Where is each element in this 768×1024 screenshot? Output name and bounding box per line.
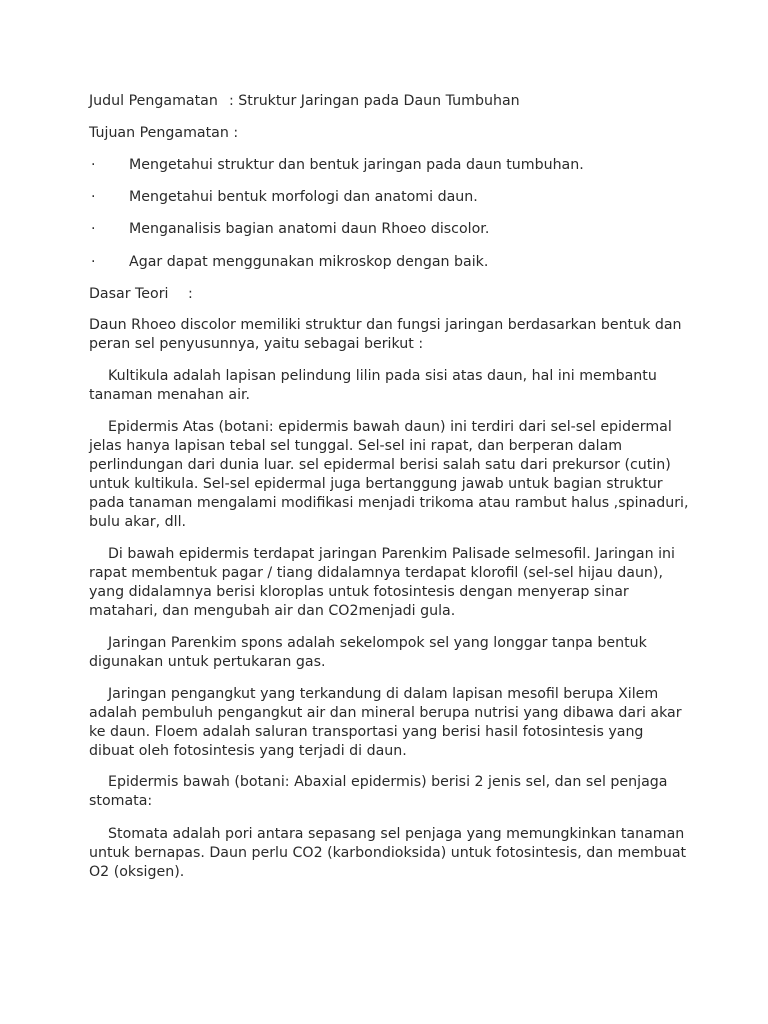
paragraph-line: Epidermis Atas (botani: epidermis bawah daun) ini terdiri dari sel-sel epidermal: [108, 419, 672, 435]
paragraph-line: Kultikula adalah lapisan pelindung lilin pada sisi atas daun, hal ini membantu: [108, 368, 657, 384]
paragraph-line: untuk bernapas. Daun perlu CO2 (karbondioksida) untuk fotosintesis, dan membuat: [89, 845, 687, 861]
judul-label: Judul Pengamatan: [89, 93, 218, 109]
paragraph-line: adalah pembuluh pengangkut air dan mineral berupa nutrisi yang dibawa dari akar: [89, 705, 682, 721]
dasar-teori-colon: :: [188, 286, 193, 302]
bullet-text: Agar dapat menggunakan mikroskop dengan baik.: [129, 254, 489, 270]
dasar-teori-label: Dasar Teori: [89, 286, 169, 302]
bullet-text: Menganalisis bagian anatomi daun Rhoeo discolor.: [129, 221, 490, 237]
bullet-text: Mengetahui bentuk morfologi dan anatomi daun.: [129, 189, 478, 205]
bullet-marker: ·: [91, 221, 96, 237]
paragraph-line: yang didalamnya berisi kloroplas untuk fotosintesis dengan menyerap sinar: [89, 584, 629, 600]
bullet-marker: ·: [91, 254, 96, 270]
paragraph-line: matahari, dan mengubah air dan CO2menjadi gula.: [89, 603, 456, 619]
paragraph-line: Jaringan Parenkim spons adalah sekelompok sel yang longgar tanpa bentuk: [108, 635, 647, 651]
paragraph-epidermis-bawah: [89, 773, 689, 811]
paragraph-line: pada tanaman mengalami modifikasi menjadi trikoma atau rambut halus ,spinaduri,: [89, 495, 689, 511]
paragraph-line: untuk kultikula. Sel-sel epidermal juga bertanggung jawab untuk bagian struktur: [89, 476, 663, 492]
paragraph-stomata: [89, 825, 689, 882]
paragraph-line: tanaman menahan air.: [89, 387, 251, 403]
paragraph-line: bulu akar, dll.: [89, 514, 187, 530]
paragraph-line: ke daun. Floem adalah saluran transportasi yang berisi hasil fotosintesis yang: [89, 724, 644, 740]
paragraph-line: peran sel penyusunnya, yaitu sebagai berikut :: [89, 336, 424, 352]
judul-value: : Struktur Jaringan pada Daun Tumbuhan: [229, 93, 520, 109]
paragraph-line: perlindungan dari dunia luar. sel epidermal berisi salah satu dari prekursor (cutin): [89, 457, 671, 473]
paragraph-line: Di bawah epidermis terdapat jaringan Parenkim Palisade selmesofil. Jaringan ini: [108, 546, 675, 562]
paragraph-line: dibuat oleh fotosintesis yang terjadi di daun.: [89, 743, 407, 759]
paragraph-line: O2 (oksigen).: [89, 864, 185, 880]
paragraph-intro: [89, 316, 689, 354]
paragraph-line: stomata:: [89, 793, 153, 809]
paragraph-line: Daun Rhoeo discolor memiliki struktur dan fungsi jaringan berdasarkan bentuk dan: [89, 317, 682, 333]
paragraph-line: Jaringan pengangkut yang terkandung di dalam lapisan mesofil berupa Xilem: [108, 686, 659, 702]
paragraph-spons: [89, 634, 689, 672]
paragraph-epidermis-atas: [89, 418, 689, 532]
paragraph-line: digunakan untuk pertukaran gas.: [89, 654, 326, 670]
tujuan-label: Tujuan Pengamatan :: [89, 125, 239, 141]
paragraph-kultikula: [89, 367, 689, 405]
paragraph-line: rapat membentuk pagar / tiang didalamnya terdapat klorofil (sel-sel hijau daun),: [89, 565, 663, 581]
paragraph-line: Epidermis bawah (botani: Abaxial epidermis) berisi 2 jenis sel, dan sel penjaga: [108, 774, 668, 790]
bullet-marker: ·: [91, 189, 96, 205]
bullet-marker: ·: [91, 157, 96, 173]
paragraph-palisade: [89, 545, 689, 621]
paragraph-pengangkut: [89, 685, 689, 761]
paragraph-line: Stomata adalah pori antara sepasang sel penjaga yang memungkinkan tanaman: [108, 826, 685, 842]
paragraph-line: jelas hanya lapisan tebal sel tunggal. Sel-sel ini rapat, dan berperan dalam: [89, 438, 623, 454]
bullet-text: Mengetahui struktur dan bentuk jaringan pada daun tumbuhan.: [129, 157, 584, 173]
